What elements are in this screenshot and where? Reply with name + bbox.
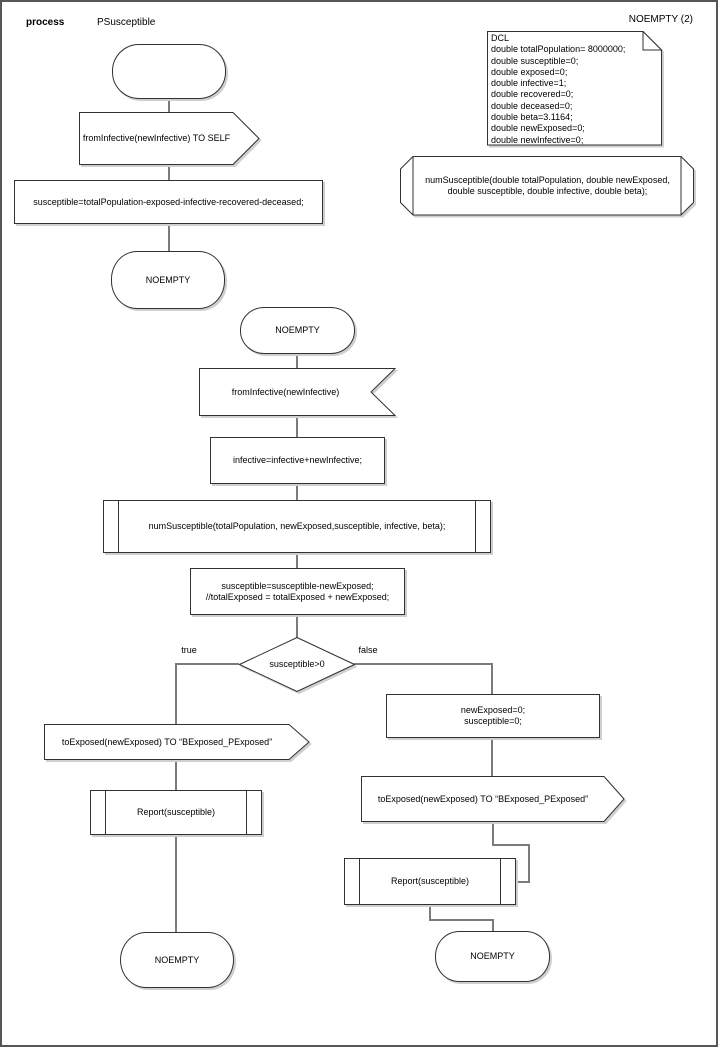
dcl-declarations — [491, 33, 659, 146]
node-label: numSusceptible(totalPopulation, newExposed,susceptible, infective, beta); — [148, 521, 446, 531]
dcl-line: double recovered=0; — [491, 89, 574, 100]
task-susceptible-update[interactable] — [190, 568, 405, 615]
branch-false-label: false — [358, 645, 378, 655]
dcl-line: double newExposed=0; — [491, 123, 585, 134]
node-label: susceptible=susceptible-newExposed; //totalExposed = totalExposed + newExposed; — [205, 580, 390, 602]
procedure-call-report-false[interactable] — [344, 858, 516, 905]
state-noempty-end-false[interactable] — [435, 931, 550, 982]
dcl-line: DCL — [491, 33, 510, 43]
start-symbol[interactable] — [112, 44, 226, 99]
output-toexposed-false[interactable] — [361, 776, 625, 822]
decision-susceptible[interactable] — [239, 637, 355, 692]
node-label: Report(susceptible) — [136, 807, 216, 817]
node-label: toExposed(newExposed) TO “BExposed_PExposed” — [61, 736, 273, 747]
dcl-line: double newInfective=0; — [491, 134, 584, 145]
procedure-declaration-numsusceptible[interactable] — [400, 156, 695, 216]
input-frominfective[interactable] — [199, 368, 396, 416]
node-label: newExposed=0; susceptible=0; — [460, 705, 526, 726]
node-label: NOEMPTY — [275, 325, 320, 335]
node-label: NOEMPTY — [145, 274, 191, 285]
task-init-susceptible[interactable] — [14, 180, 323, 224]
output-frominfective-to-self[interactable] — [79, 112, 260, 165]
node-label: NOEMPTY — [470, 951, 515, 961]
node-label: susceptible=totalPopulation-exposed-infective-recovered-deceased; — [33, 196, 304, 207]
node-label: fromInfective(newInfective) TO SELF — [82, 133, 231, 143]
state-noempty-top[interactable] — [111, 251, 225, 309]
procedure-call-numsusceptible[interactable] — [103, 500, 491, 553]
procedure-call-report-true[interactable] — [90, 790, 262, 835]
diagram-kind-label: process — [26, 17, 65, 28]
process-name: PSusceptible — [97, 17, 156, 28]
node-label: Report(susceptible) — [390, 876, 470, 886]
dcl-line: double exposed=0; — [491, 66, 568, 77]
page-label: NOEMPTY (2) — [628, 14, 693, 25]
dcl-line: double totalPopulation= 8000000; — [491, 44, 626, 55]
node-label: numSusceptible(double totalPopulation, double newExposed, double susceptible, double infective, double beta); — [425, 175, 670, 196]
branch-true-label: true — [181, 645, 197, 655]
dcl-line: double susceptible=0; — [491, 55, 579, 66]
task-infective-update[interactable] — [210, 437, 385, 484]
node-label: infective=infective+newInfective; — [232, 455, 363, 465]
node-label: fromInfective(newInfective) — [231, 386, 340, 397]
node-label: toExposed(newExposed) TO “BExposed_PExposed” — [377, 793, 589, 804]
dcl-line: double infective=1; — [491, 78, 567, 89]
state-noempty-end-true[interactable] — [120, 932, 234, 988]
task-reset[interactable] — [386, 694, 600, 738]
node-label: NOEMPTY — [154, 954, 200, 965]
node-label: susceptible>0 — [269, 659, 325, 669]
state-noempty-main[interactable] — [240, 307, 355, 354]
dcl-line: double deceased=0; — [491, 100, 573, 111]
dcl-line: double beta=3.1164; — [491, 112, 573, 123]
output-toexposed-true[interactable] — [44, 724, 310, 760]
